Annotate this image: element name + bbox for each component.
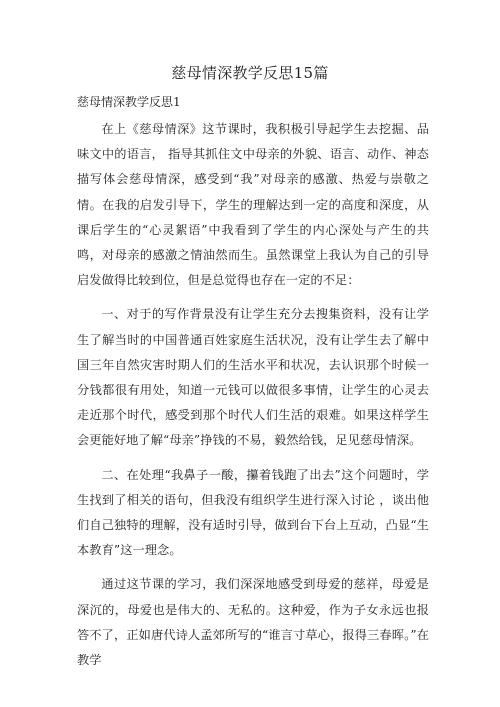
paragraph-conclusion: 通过这节课的学习，我们深深地感受到母爱的慈祥，母爱是深沉的，母爱也是伟大的、无私的。这种爱，作为子女永远也报答不了，正如唐代诗人孟郊所写的“谁言寸草心，报得三春晖。”在教学 [77,577,429,668]
paragraph-point-one: 一、对于的写作背景没有让学生充分去搜集资料，没有让学生了解当时的中国普通百姓家庭生活状况，没有让学生去了解中国三年自然灾害时期人们的生活水平和状况，去认识那个时候一分钱都很有用处，知道一元钱可以做很多事情，让学生的心灵去走近那个时代，感受到那个时代人们生活的艰难。如果这样学生会更能好地了解“母亲”挣钱的不易，毅然给钱，足见慈母情深。 [77,307,429,448]
section-title: 慈母情深教学反思1 [77,95,181,109]
document-body [77,117,429,682]
paragraph-point-two: 二、在处理“我鼻子一酸，攥着钱跑了出去”这个问题时，学生找到了相关的语句，但我没有组织学生进行深入讨论 ，谈出他们自己独特的理解，没有适时引导，做到台下台上互动，凸显“生本教育”这一理念。 [77,467,429,558]
paragraph-intro: 在上《慈母情深》这节课时，我积极引导起学生去挖掘、品味文中的语言， 指导其抓住文中母亲的外貌、语言、动作、神态描写体会慈母情深，感受到“我”对母亲的感激、热爱与崇敬之情。在我的启发引导下，学生的理解达到一定的高度和深度，从课后学生的“心灵絮语”中我看到了学生的内心深处与产生的共鸣，对母亲的感激之情油然而生。虽然课堂上我认为自己的引导启发做得比较到位，但是总觉得也存在一定的不足： [77,122,429,288]
document-title: 慈母情深教学反思15篇 [171,64,329,82]
